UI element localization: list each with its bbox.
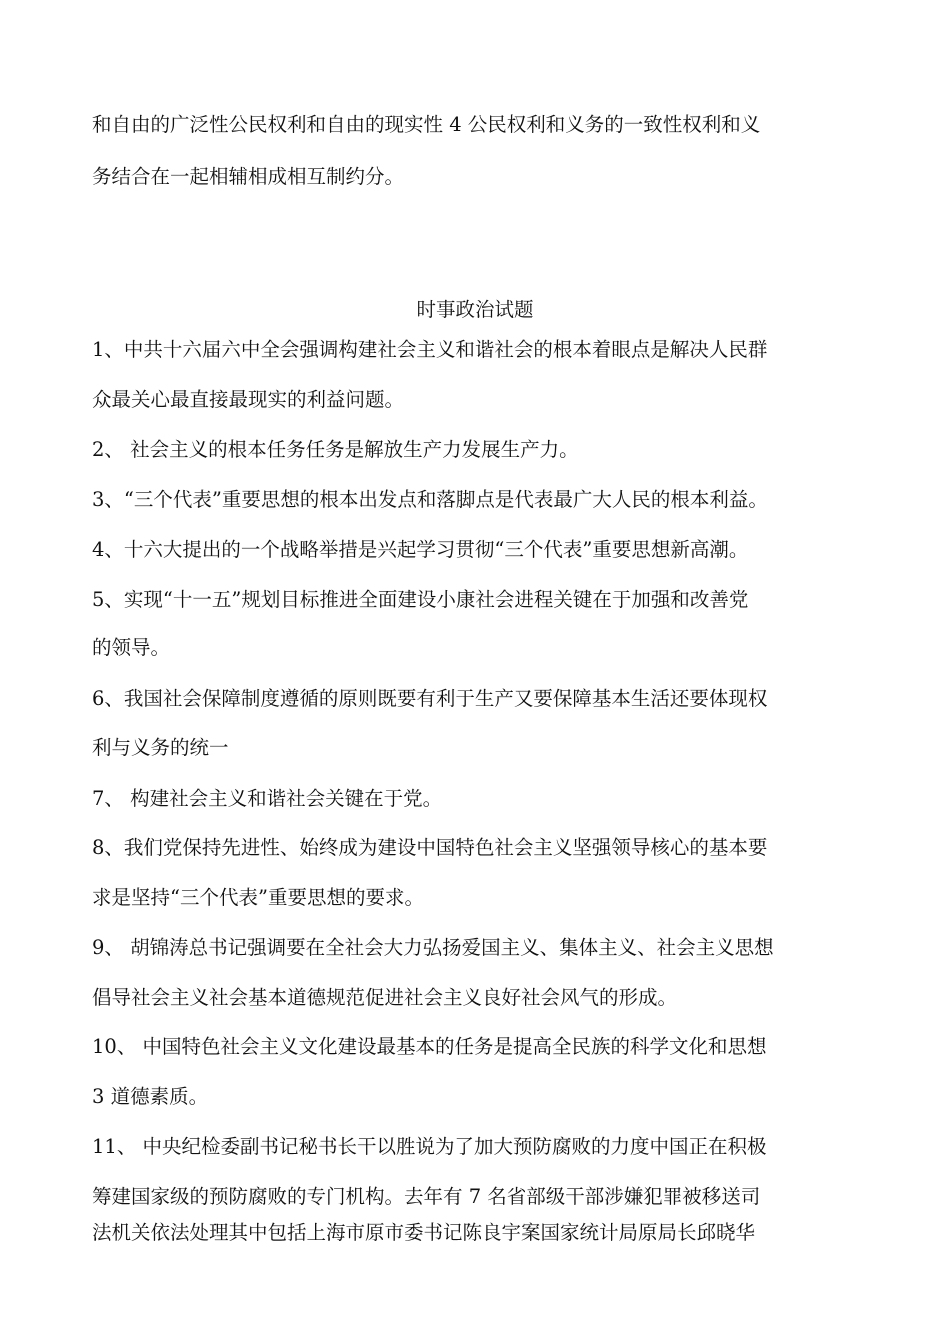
intro-line-1: 和自由的广泛性公民权利和自由的现实性 4 公民权利和义务的一致性权利和义 bbox=[92, 113, 761, 136]
question-1-line-1: 1、中共十六届六中全会强调构建社会主义和谐社会的根本着眼点是解决人民群 bbox=[92, 338, 768, 361]
intro-line-2: 务结合在一起相辅相成相互制约分。 bbox=[92, 165, 405, 188]
question-4: 4、十六大提出的一个战略举措是兴起学习贯彻“三个代表”重要思想新高潮。 bbox=[92, 538, 749, 561]
section-title: 时事政治试题 bbox=[416, 298, 534, 321]
question-10-line-1: 10、 中国特色社会主义文化建设最基本的任务是提高全民族的科学文化和思想 bbox=[92, 1035, 767, 1058]
question-1-line-2: 众最关心最直接最现实的利益问题。 bbox=[92, 388, 405, 411]
question-9-line-2: 倡导社会主义社会基本道德规范促进社会主义良好社会风气的形成。 bbox=[92, 986, 678, 1009]
question-6-line-2: 利与义务的统一 bbox=[92, 736, 229, 759]
question-11-line-3: 法机关依法处理其中包括上海市原市委书记陈良宇案国家统计局原局长邱晓华 bbox=[92, 1221, 756, 1244]
question-8-line-2: 求是坚持“三个代表”重要思想的要求。 bbox=[92, 886, 424, 909]
question-10-line-2: 3 道德素质。 bbox=[92, 1085, 209, 1108]
question-11-line-2: 筹建国家级的预防腐败的专门机构。去年有 7 名省部级干部涉嫌犯罪被移送司 bbox=[92, 1185, 761, 1208]
question-8-line-1: 8、我们党保持先进性、始终成为建设中国特色社会主义坚强领导核心的基本要 bbox=[92, 836, 768, 859]
question-7: 7、 构建社会主义和谐社会关键在于党。 bbox=[92, 787, 443, 810]
question-11-line-1: 11、 中央纪检委副书记秘书长干以胜说为了加大预防腐败的力度中国正在积极 bbox=[92, 1135, 767, 1158]
question-9-line-1: 9、 胡锦涛总书记强调要在全社会大力弘扬爱国主义、集体主义、社会主义思想 bbox=[92, 936, 774, 959]
question-5-line-2: 的领导。 bbox=[92, 636, 171, 659]
question-6-line-1: 6、我国社会保障制度遵循的原则既要有利于生产又要保障基本生活还要体现权 bbox=[92, 687, 768, 710]
question-5-line-1: 5、实现“十一五”规划目标推进全面建设小康社会进程关键在于加强和改善党 bbox=[92, 588, 749, 611]
question-2: 2、 社会主义的根本任务任务是解放生产力发展生产力。 bbox=[92, 438, 579, 461]
question-3: 3、“三个代表”重要思想的根本出发点和落脚点是代表最广大人民的根本利益。 bbox=[92, 488, 768, 511]
